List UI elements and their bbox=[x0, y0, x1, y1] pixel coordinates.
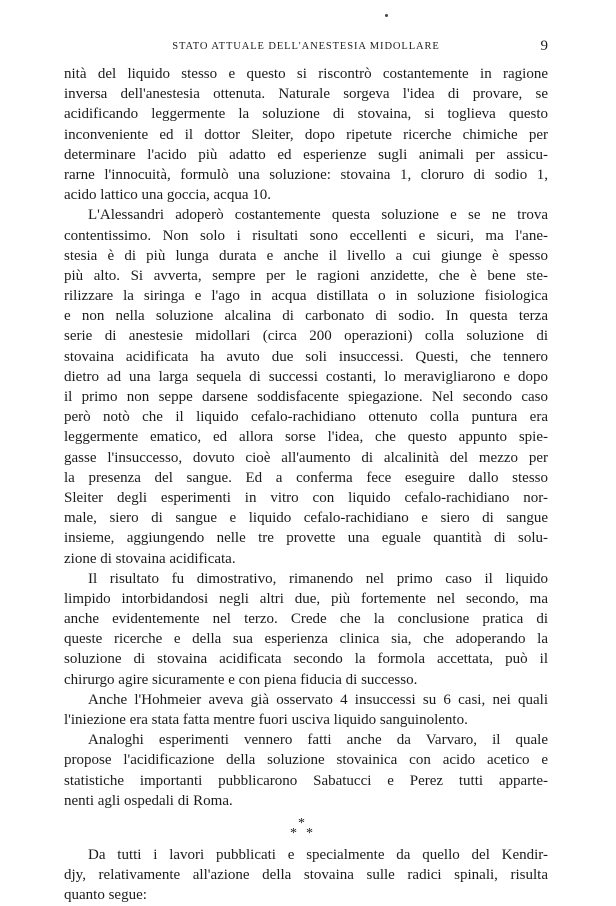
page-number: 9 bbox=[540, 38, 548, 54]
text-line: e non nella soluzione alcalina di carbonato di sodio. In questa terza bbox=[64, 308, 548, 325]
text-line: rilizzare la siringa e l'ago in acqua distillata o in soluzione fisiologica bbox=[64, 288, 548, 305]
text-line: acido lattico una goccia, acqua 10. bbox=[64, 187, 271, 204]
text-line: nità del liquido stesso e questo si riscontrò costantemente in ragione bbox=[64, 66, 548, 82]
text-line: male, siero di sangue e liquido cefalo-rachidiano e siero di sangue bbox=[64, 510, 548, 527]
text-line: serie di anestesie midollari (circa 200 operazioni) colla soluzione di bbox=[64, 328, 548, 345]
text-line: soluzione di stovaina acidificata secondo la formola accettata, può il bbox=[64, 651, 548, 668]
asterisk-glyph: * bbox=[290, 825, 297, 841]
paragraph bbox=[64, 845, 548, 906]
running-title: STATO ATTUALE DELL'ANESTESIA MIDOLLARE bbox=[172, 41, 440, 52]
text-line: determinare l'acido più adatto ed esperienze sugli animali per assicu- bbox=[64, 146, 548, 163]
page-header bbox=[64, 38, 548, 58]
text-line: la presenza del sangue. Ed a conferma fece eseguire dallo stesso bbox=[64, 469, 548, 486]
text-line: più alto. Si avverta, sempre per le ragioni anzidette, che è bene ste- bbox=[64, 267, 548, 284]
text-line: Analoghi esperimenti vennero fatti anche da Varvaro, il quale bbox=[88, 732, 548, 749]
text-line: queste ricerche e della sua esperienza clinica sia, che adoperando la bbox=[64, 631, 548, 648]
text-line: quanto segue: bbox=[64, 887, 147, 904]
text-line: nenti agli ospedali di Roma. bbox=[64, 792, 233, 809]
text-line: Sleiter degli esperimenti in vitro con liquido cefalo-rachidiano nor- bbox=[64, 489, 548, 506]
text-line: stovaina acidificata ha avuto due soli insuccessi. Questi, che tennero bbox=[64, 348, 548, 365]
text-line: inconveniente ed il dottor Sleiter, dopo ripetute ricerche chimiche per bbox=[64, 126, 548, 143]
text-line: rarne l'innocuità, formulò una soluzione: stovaina 1, cloruro di sodio 1, bbox=[64, 166, 548, 183]
text-line: propose l'acidificazione della soluzione stovainica con acido acetico e bbox=[64, 752, 548, 769]
text-line: dietro ad una larga sequela di successi costanti, lo meravigliarono e dopo bbox=[64, 368, 548, 385]
text-line: zione di stovaina acidificata. bbox=[64, 550, 236, 567]
asterisk-glyph: * bbox=[298, 815, 305, 831]
text-line: inversa dell'anestesia ottenuta. Naturale sorgeva l'idea di provare, se bbox=[64, 86, 548, 103]
section-separator-asterism bbox=[64, 817, 548, 843]
body-text bbox=[64, 64, 548, 906]
text-line: contentissimo. Non solo i risultati sono eccellenti e sicuri, ma l'ane- bbox=[64, 227, 548, 244]
text-line: gasse l'insuccesso, dovuto cioè all'aumento di alcalinità del mezzo per bbox=[64, 449, 548, 466]
asterisk-glyph: * bbox=[306, 825, 313, 841]
text-line: chirurgo agire sicuramente e con piena fiducia di successo. bbox=[64, 671, 418, 688]
paragraph bbox=[64, 730, 548, 811]
text-line: L'Alessandri adoperò costantemente questa soluzione e se ne trova bbox=[88, 207, 548, 224]
text-line: stesia è di più lunga durata e anche il livello a cui giunge è spesso bbox=[64, 247, 548, 264]
text-line: acidificando leggermente la soluzione di stovaina, si toglieva questo bbox=[64, 106, 548, 123]
text-line: djy, relativamente all'azione della stovaina sulle radici spinali, risulta bbox=[64, 867, 548, 884]
paragraph bbox=[64, 569, 548, 690]
text-line: leggermente ematico, ed allora sorse l'idea, che questo appunto spie- bbox=[64, 429, 548, 446]
text-line: insieme, aggiungendo nelle tre provette una eguale quantità di solu- bbox=[64, 530, 548, 547]
text-line: l'iniezione era stata fatta mentre fuori usciva liquido sanguinolento. bbox=[64, 712, 468, 728]
text-line: Da tutti i lavori pubblicati e specialmente da quello del Kendir- bbox=[88, 846, 548, 863]
text-line: il primo non seppe darsene soddisfacente spiegazione. Nel secondo caso bbox=[64, 389, 548, 405]
text-line: anche evidentemente nel terzo. Crede che la conclusione pratica di bbox=[64, 611, 548, 628]
print-speck bbox=[385, 14, 388, 17]
text-line: Anche l'Hohmeier aveva già osservato 4 insuccessi su 6 casi, nei quali bbox=[88, 691, 548, 708]
text-line: Il risultato fu dimostrativo, rimanendo nel primo caso il liquido bbox=[88, 570, 548, 587]
text-line: però notò che il liquido cefalo-rachidiano ottenuto colla puntura era bbox=[64, 409, 548, 426]
text-line: limpido intorbidandosi negli altri due, più fortemente nel secondo, ma bbox=[64, 590, 548, 607]
paragraph bbox=[64, 690, 548, 730]
text-line: statistiche importanti pubblicarono Sabatucci e Perez tutti apparte- bbox=[64, 772, 548, 789]
paragraph bbox=[64, 205, 548, 568]
paragraph bbox=[64, 64, 548, 205]
